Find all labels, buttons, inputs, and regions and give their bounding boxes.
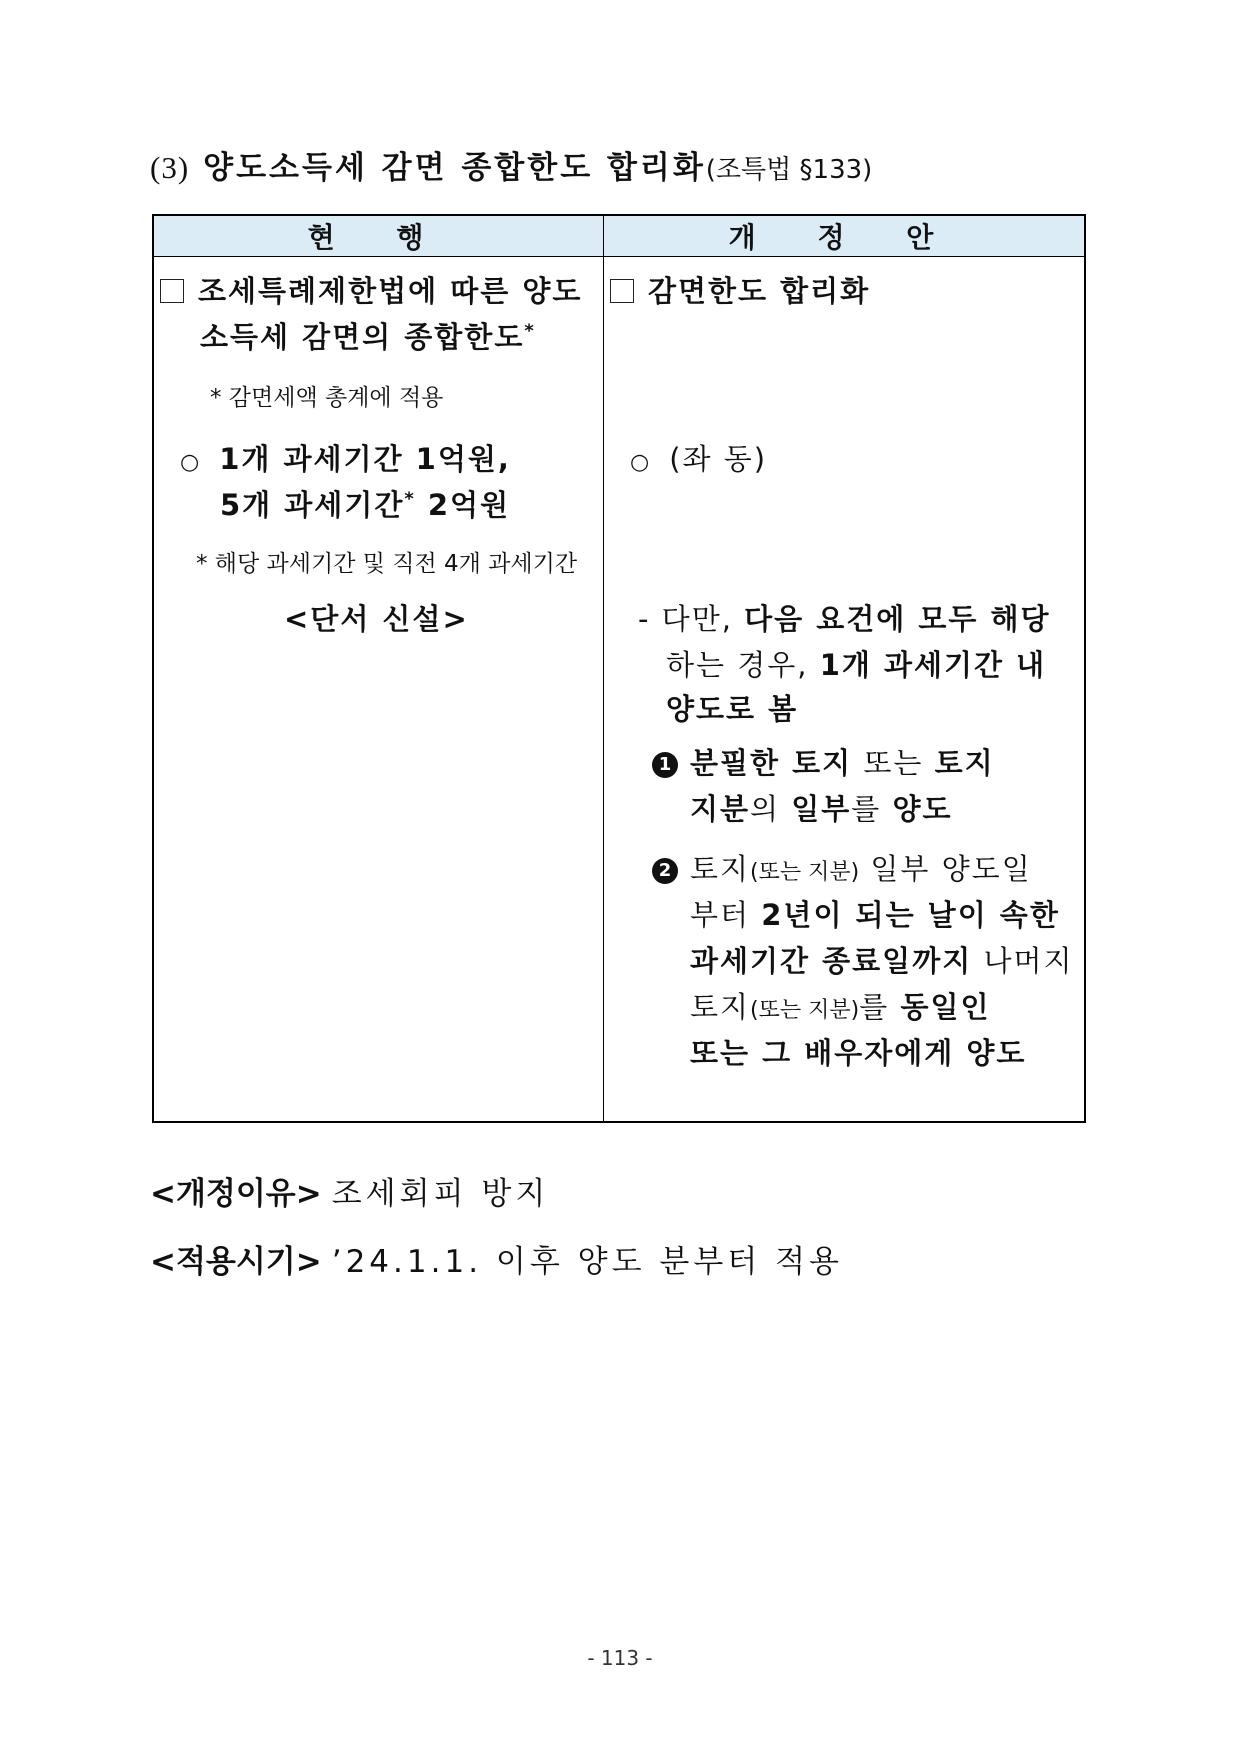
header-proposed: 개 정 안 <box>604 215 1086 257</box>
section-heading: 양도소득세 감면 종합한도 합리화 <box>203 150 706 186</box>
effective-date-text: ’24.1.1. 이후 양도 분부터 적용 <box>331 1244 843 1280</box>
amendment-reason <box>150 1168 549 1213</box>
effective-date-label: <적용시기> <box>150 1244 322 1280</box>
section-number: (3) <box>150 150 190 185</box>
effective-date <box>150 1236 843 1281</box>
amendment-reason-text: 조세회피 방지 <box>331 1176 550 1212</box>
number-one-icon: 1 <box>652 752 678 778</box>
section-title <box>150 142 872 187</box>
amendment-reason-label: <개정이유> <box>150 1176 322 1212</box>
current-note-2: * 해당 과세기간 및 직전 4개 과세기간 <box>196 551 578 577</box>
current-item-cont: 소득세 감면의 종합한도* <box>200 320 536 354</box>
condition-2-line-5: 또는 그 배우자에게 양도 <box>690 1036 1027 1070</box>
condition-2: 2 토지(또는 지분) 일부 양도일 <box>652 847 1032 888</box>
condition-1: 1 분필한 토지 또는 토지 <box>652 741 995 782</box>
current-note-1: * 감면세액 총계에 적용 <box>210 385 444 411</box>
proposed-same: ○ (좌 동) <box>630 442 768 476</box>
circle-bullet-icon: ○ <box>180 450 202 475</box>
proviso-line-1: - 다만, 다음 요건에 모두 해당 <box>638 602 1051 636</box>
comparison-table <box>152 214 1086 1123</box>
proposed-item: 감면한도 합리화 <box>610 269 870 310</box>
circle-bullet-icon: ○ <box>630 450 652 475</box>
current-limit-cont: 5개 과세기간* 2억원 <box>220 488 511 522</box>
checkbox-square-icon <box>610 279 634 303</box>
number-two-icon: 2 <box>652 858 678 884</box>
current-limit: ○ 1개 과세기간 1억원, <box>180 442 511 476</box>
new-clause-label: <단서 신설> <box>284 602 469 636</box>
current-cell <box>153 257 604 1123</box>
proviso-line-3: 양도로 봄 <box>666 692 799 726</box>
condition-2-line-4: 토지(또는 지분)를 동일인 <box>690 990 991 1024</box>
header-current: 현 행 <box>153 215 604 257</box>
proposed-cell <box>604 257 1086 1123</box>
condition-1-cont: 지분의 일부를 양도 <box>690 792 953 826</box>
current-item: 조세특례제한법에 따른 양도 <box>160 269 582 310</box>
condition-2-line-2: 부터 2년이 되는 날이 속한 <box>690 898 1060 932</box>
page-number: - 113 - <box>587 1646 653 1670</box>
condition-2-line-3: 과세기간 종료일까지 나머지 <box>690 944 1074 978</box>
proviso-line-2: 하는 경우, 1개 과세기간 내 <box>666 648 1047 682</box>
checkbox-square-icon <box>160 279 184 303</box>
law-reference: (조특법 §133) <box>705 155 873 185</box>
